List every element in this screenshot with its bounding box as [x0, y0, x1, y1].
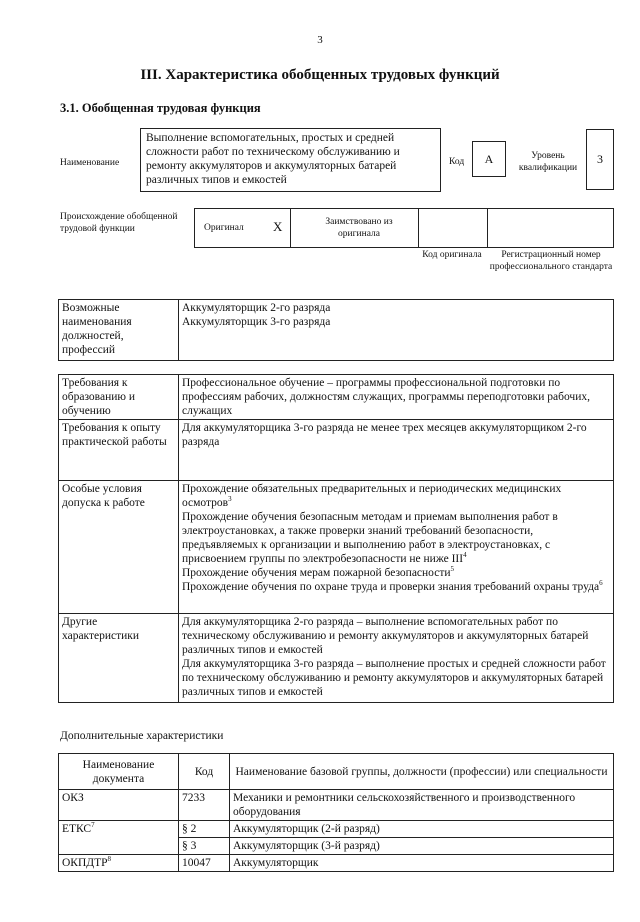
name-cell: Аккумуляторщик (2-й разряд)	[230, 821, 614, 838]
requirement-label: Другие характеристики	[59, 614, 179, 703]
table-row	[59, 838, 614, 855]
doc-cell	[59, 838, 179, 855]
original-label: Оригинал	[204, 223, 244, 233]
additional-heading: Дополнительные характеристики	[60, 730, 224, 742]
requirements-table	[58, 374, 614, 703]
origin-label: Происхождение обобщенной трудовой функции	[60, 212, 178, 234]
name-label: Наименование	[60, 158, 120, 168]
code-value: А	[484, 152, 494, 166]
positions-label: Возможные наименования должностей, профессий	[59, 300, 179, 361]
requirement-text: Профессиональное обучение – программы профессиональной подготовки по профессиям рабочих, должностям служащих, программы переподготовки рабочих, служащих	[179, 375, 614, 420]
requirement-row	[59, 375, 614, 420]
code-value-box	[472, 141, 506, 177]
requirement-text-block	[179, 614, 614, 703]
code-cell: § 2	[179, 821, 230, 838]
requirement-row	[59, 481, 614, 614]
code-cell: 10047	[179, 855, 230, 872]
name-value: Выполнение вспомогательных, простых и средней сложности работ по техническому обслуживанию и ремонту аккумуляторов и аккумуляторных батарей различных типов и емкостей	[146, 132, 400, 186]
requirement-line: Прохождение обучения безопасным методам и приемам выполнения работ в электроустановках, а также проверки знаний требований безопасности, предъявляемых к организации и выполнению работ в электроустановках, с присвоением группы по электробезопасности не ниже III$^4$	[182, 511, 558, 565]
code-cell: § 3	[179, 838, 230, 855]
positions-table	[58, 299, 614, 361]
requirement-label: Требования к образованию и обучению	[59, 375, 179, 420]
requirement-text-block	[179, 481, 614, 614]
additional-table	[58, 753, 614, 872]
origin-table	[194, 208, 614, 248]
requirement-line: Для аккумуляторщика 2-го разряда – выполнение вспомогательных работ по техническому обслуживанию и ремонту аккумуляторов и аккумуляторных батарей различных типов и емкостей	[182, 616, 589, 656]
level-value-box	[586, 129, 614, 190]
requirement-label: Особые условия допуска к работе	[59, 481, 179, 614]
reg-number-label: Регистрационный номер профессионального стандарта	[489, 250, 613, 272]
name-cell: Механики и ремонтники сельскохозяйственного и производственного оборудования	[230, 790, 614, 821]
requirement-line: Для аккумуляторщика 3-го разряда – выполнение простых и средней сложности работ по техническому обслуживанию и ремонту аккумуляторов и аккумуляторных батарей различных типов и емкостей	[182, 658, 606, 698]
code-original-label: Код оригинала	[422, 250, 482, 260]
requirement-line: Прохождение обучения по охране труда и проверки знания требований охраны труда$^6$	[182, 579, 603, 593]
requirement-line: Прохождение обязательных предварительных и периодических медицинских осмотров$^3$	[182, 483, 562, 509]
code-cell: 7233	[179, 790, 230, 821]
table-row	[59, 821, 614, 838]
name-value-box	[140, 128, 441, 192]
requirement-row	[59, 420, 614, 481]
borrowed-label: Заимствовано из оригинала	[325, 217, 393, 239]
position-item: Аккумуляторщик 3-го разряда	[182, 316, 331, 328]
requirement-text: Для аккумуляторщика 3-го разряда не менее трех месяцев аккумуляторщиком 2-го разряда	[179, 420, 614, 481]
requirement-line: Прохождение обучения мерам пожарной безопасности$^5$	[182, 565, 455, 579]
doc-cell: ОКЗ	[59, 790, 179, 821]
column-header: Код	[179, 754, 230, 790]
table-row	[59, 855, 614, 872]
level-label: Уровень квалификации	[518, 151, 578, 173]
original-mark: Х	[273, 219, 283, 234]
section-title: III. Характеристика обобщенных трудовых функций	[140, 67, 500, 83]
requirement-row	[59, 614, 614, 703]
name-cell: Аккумуляторщик	[230, 855, 614, 872]
page-number: 3	[317, 34, 323, 46]
doc-cell: ОКПДТР$^8$	[59, 855, 179, 872]
name-cell: Аккумуляторщик (3-й разряд)	[230, 838, 614, 855]
doc-cell: ЕТКС$^7$	[59, 821, 179, 838]
column-header: Наименование документа	[59, 754, 179, 790]
column-header: Наименование базовой группы, должности (профессии) или специальности	[230, 754, 614, 790]
code-label: Код	[449, 157, 465, 167]
subsection-title: 3.1. Обобщенная трудовая функция	[60, 101, 261, 115]
level-value: 3	[597, 152, 603, 166]
positions-values	[179, 300, 614, 361]
additional-header-row	[59, 754, 614, 790]
position-item: Аккумуляторщик 2-го разряда	[182, 302, 331, 314]
table-row	[59, 790, 614, 821]
requirement-label: Требования к опыту практической работы	[59, 420, 179, 481]
